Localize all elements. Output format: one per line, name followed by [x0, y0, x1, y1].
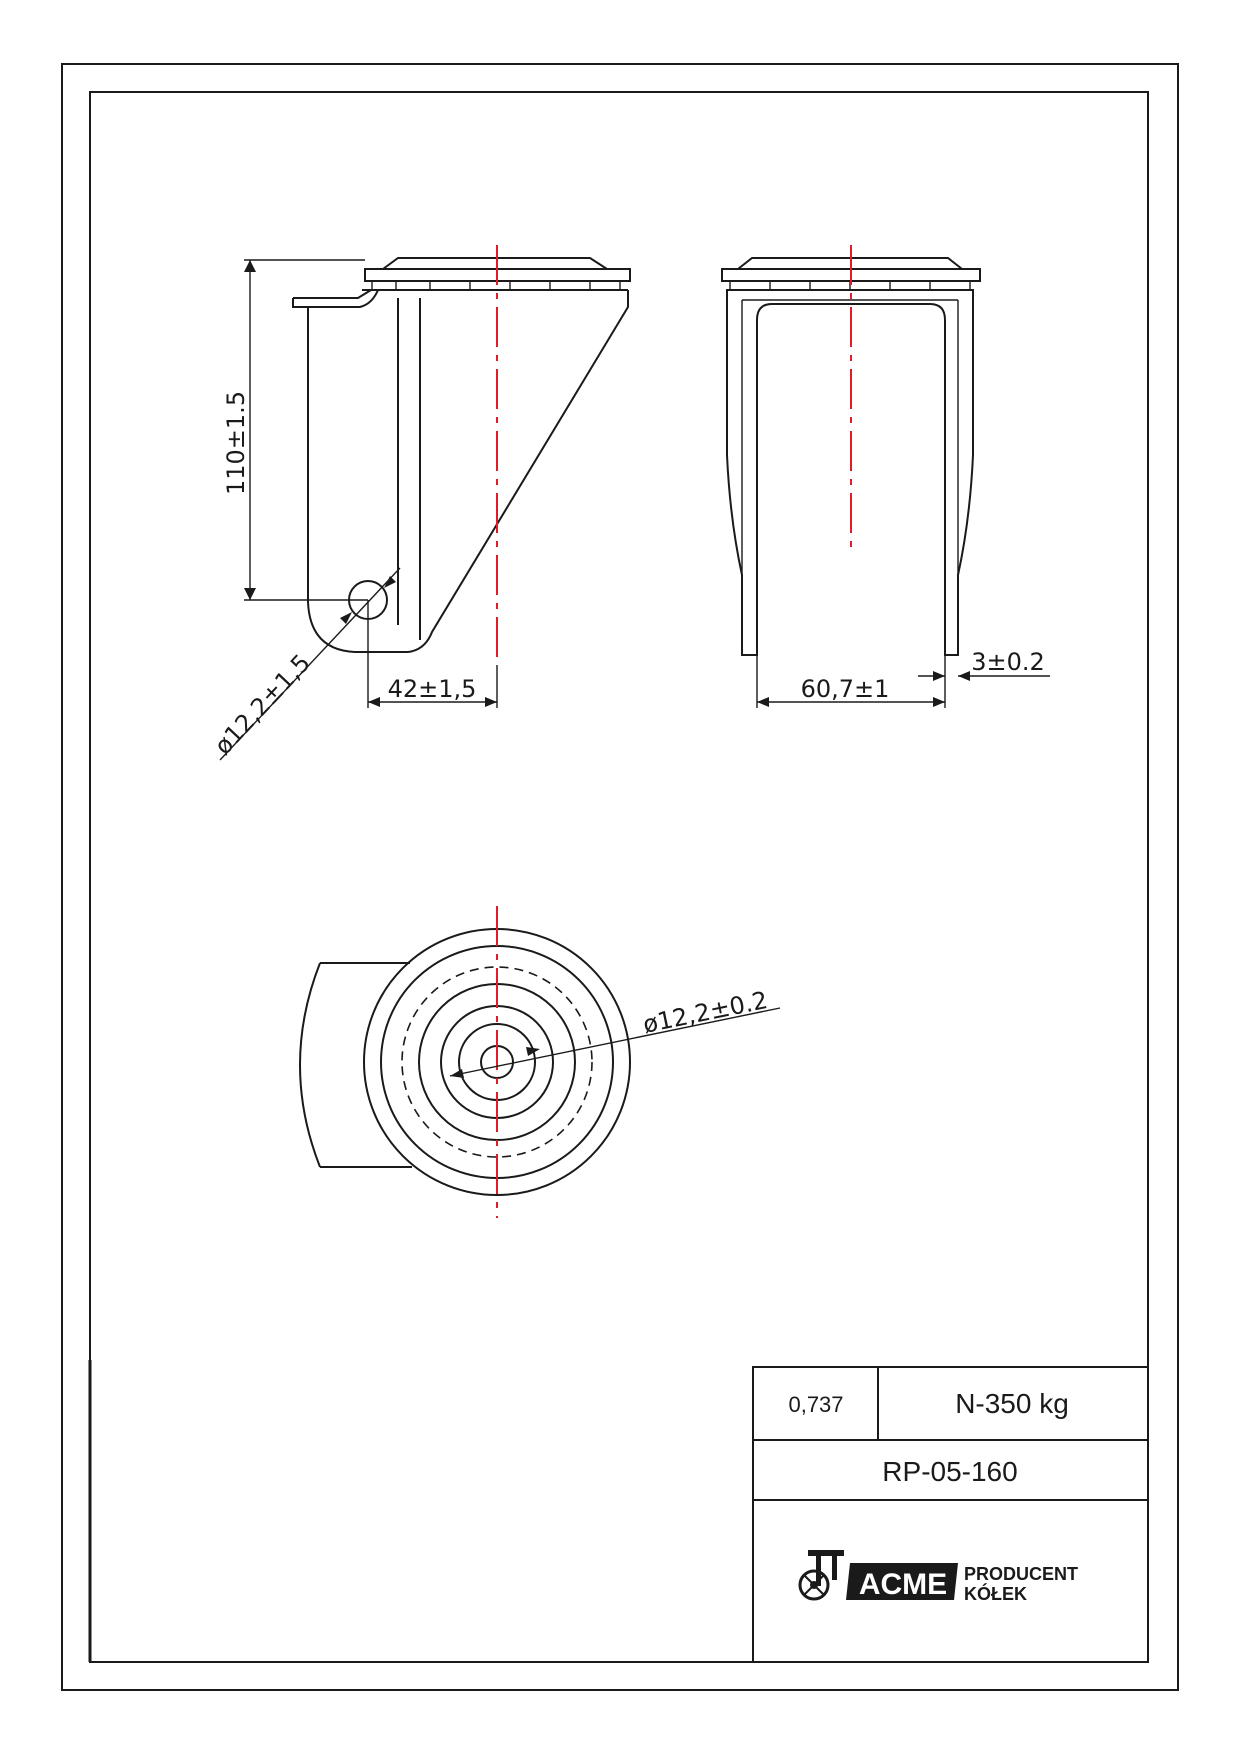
wheel-view: [300, 906, 780, 1218]
front-view: [722, 245, 1050, 708]
outer-frame: [62, 64, 1178, 1690]
dim-hole-front: ø12,2±0.2: [640, 986, 771, 1039]
side-fork-outline: [308, 290, 628, 652]
logo-brand: ACME: [858, 1568, 948, 1601]
acme-logo: [800, 1550, 1078, 1604]
logo-line1: PRODUCENT: [964, 1564, 1079, 1584]
dim-offset: 42±1,5: [387, 675, 477, 703]
dim-plate: 3±0.2: [971, 648, 1045, 676]
dim-hole-side: ø12,2±1,5: [208, 648, 316, 761]
title-block: [753, 1367, 1148, 1662]
caster-icon: [800, 1550, 844, 1599]
logo-line2: KÓŁEK: [964, 1584, 1027, 1604]
inner-frame: [90, 92, 1148, 1662]
side-view: [209, 245, 630, 760]
dim-height: 110±1.5: [222, 390, 250, 495]
load-value: N-350 kg: [955, 1388, 1069, 1419]
weight-value: 0,737: [788, 1392, 844, 1417]
product-code: RP-05-160: [882, 1456, 1018, 1487]
dim-width: 60,7±1: [800, 675, 890, 703]
